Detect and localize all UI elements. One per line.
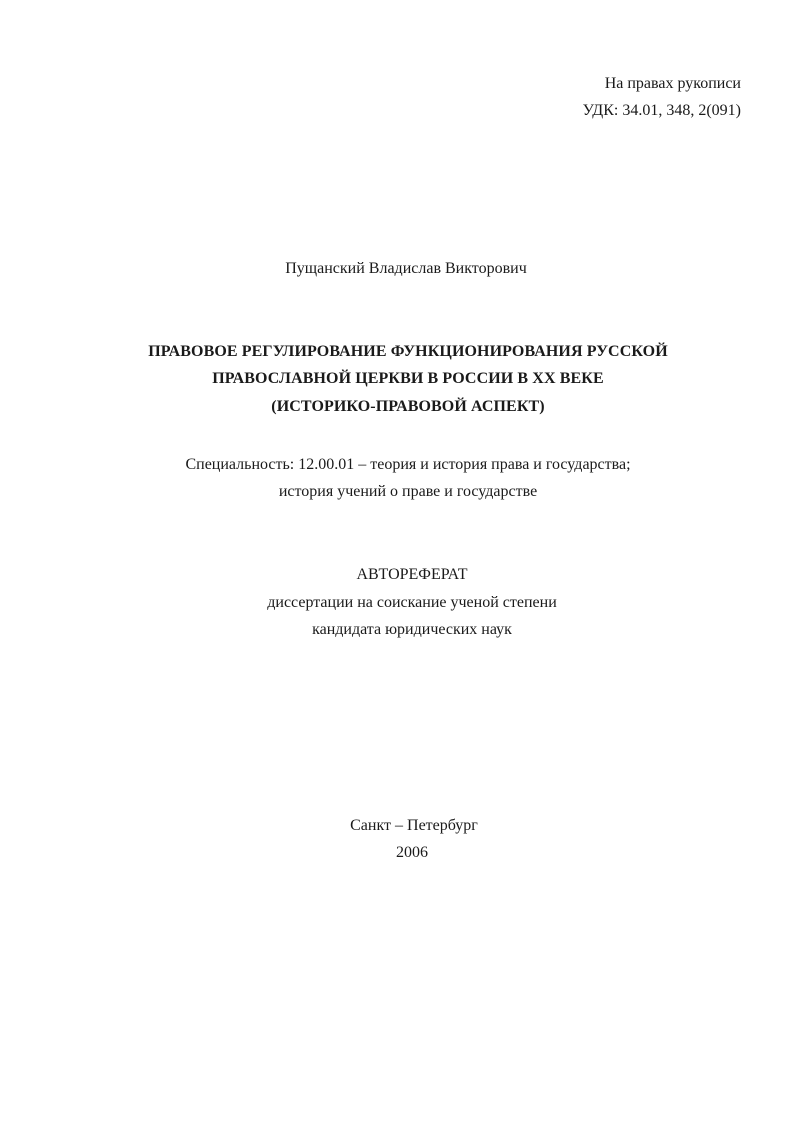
specialty-line-1: Специальность: 12.00.01 – теория и история права и государства; xyxy=(185,456,631,473)
abstract-line-2: кандидата юридических наук xyxy=(312,621,512,638)
city: Санкт – Петербург xyxy=(350,817,478,834)
abstract-line-1: диссертации на соискание ученой степени xyxy=(267,594,557,611)
rights-note: На правах рукописи xyxy=(604,75,741,92)
abstract-heading: АВТОРЕФЕРАТ xyxy=(356,566,468,583)
title-line-2: ПРАВОСЛАВНОЙ ЦЕРКВИ В РОССИИ В XX ВЕКЕ xyxy=(212,370,604,387)
year: 2006 xyxy=(396,844,428,861)
title-line-3: (ИСТОРИКО-ПРАВОВОЙ АСПЕКТ) xyxy=(271,398,545,415)
specialty-line-2: история учений о праве и государстве xyxy=(278,483,538,500)
title-line-1: ПРАВОВОЕ РЕГУЛИРОВАНИЕ ФУНКЦИОНИРОВАНИЯ РУССКОЙ xyxy=(148,343,668,360)
udk-code: УДК: 34.01, 348, 2(091) xyxy=(582,102,741,119)
author-name: Пущанский Владислав Викторович xyxy=(285,260,527,277)
